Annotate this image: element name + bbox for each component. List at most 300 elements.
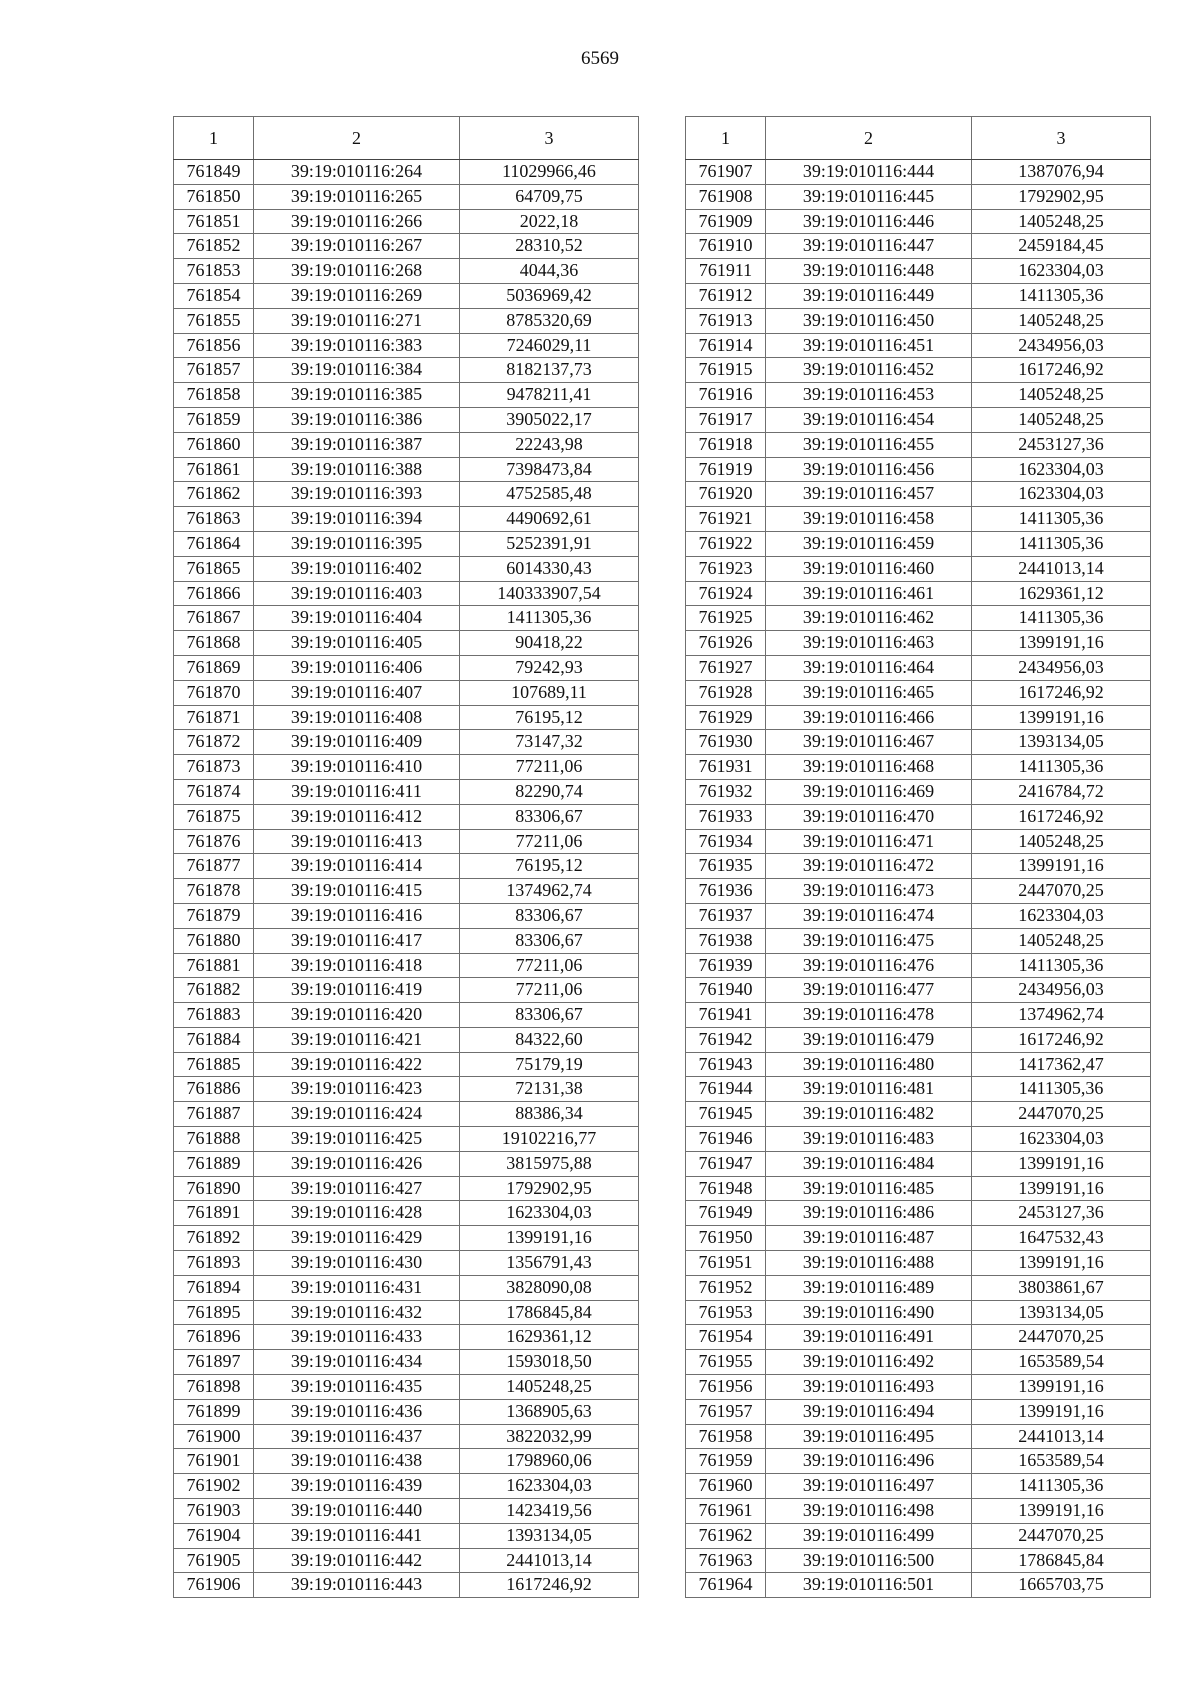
cell-value: 77211,06 bbox=[460, 755, 639, 780]
cell-value: 77211,06 bbox=[460, 829, 639, 854]
cell-number: 761912 bbox=[686, 283, 766, 308]
cell-value: 1411305,36 bbox=[972, 755, 1151, 780]
cell-number: 761945 bbox=[686, 1102, 766, 1127]
table-row bbox=[686, 184, 1151, 209]
column-header-3: 3 bbox=[972, 117, 1151, 160]
cell-value: 79242,93 bbox=[460, 655, 639, 680]
cell-value: 3905022,17 bbox=[460, 407, 639, 432]
cell-cadastral-id: 39:19:010116:430 bbox=[254, 1251, 460, 1276]
table-row bbox=[686, 730, 1151, 755]
cell-number: 761892 bbox=[174, 1226, 254, 1251]
cell-value: 1623304,03 bbox=[460, 1201, 639, 1226]
cell-number: 761927 bbox=[686, 655, 766, 680]
cell-cadastral-id: 39:19:010116:486 bbox=[766, 1201, 972, 1226]
table-row bbox=[174, 829, 639, 854]
cell-number: 761926 bbox=[686, 631, 766, 656]
cell-cadastral-id: 39:19:010116:383 bbox=[254, 333, 460, 358]
cell-number: 761936 bbox=[686, 879, 766, 904]
cell-cadastral-id: 39:19:010116:483 bbox=[766, 1127, 972, 1152]
cell-number: 761895 bbox=[174, 1300, 254, 1325]
cell-cadastral-id: 39:19:010116:414 bbox=[254, 854, 460, 879]
left-table bbox=[173, 116, 639, 1598]
cell-value: 1405248,25 bbox=[972, 928, 1151, 953]
cell-number: 761931 bbox=[686, 755, 766, 780]
cell-number: 761942 bbox=[686, 1027, 766, 1052]
cell-cadastral-id: 39:19:010116:492 bbox=[766, 1350, 972, 1375]
table-row bbox=[174, 259, 639, 284]
cell-number: 761944 bbox=[686, 1077, 766, 1102]
cell-value: 3815975,88 bbox=[460, 1151, 639, 1176]
cell-cadastral-id: 39:19:010116:451 bbox=[766, 333, 972, 358]
cell-cadastral-id: 39:19:010116:394 bbox=[254, 507, 460, 532]
cell-value: 1399191,16 bbox=[972, 705, 1151, 730]
cell-cadastral-id: 39:19:010116:472 bbox=[766, 854, 972, 879]
table-row bbox=[174, 556, 639, 581]
cell-number: 761903 bbox=[174, 1499, 254, 1524]
cell-number: 761882 bbox=[174, 978, 254, 1003]
cell-cadastral-id: 39:19:010116:494 bbox=[766, 1399, 972, 1424]
cell-value: 3803861,67 bbox=[972, 1275, 1151, 1300]
cell-value: 1405248,25 bbox=[972, 308, 1151, 333]
cell-value: 1411305,36 bbox=[972, 507, 1151, 532]
cell-value: 1629361,12 bbox=[972, 581, 1151, 606]
table-row bbox=[174, 1350, 639, 1375]
cell-value: 1786845,84 bbox=[460, 1300, 639, 1325]
cell-number: 761930 bbox=[686, 730, 766, 755]
cell-value: 1399191,16 bbox=[460, 1226, 639, 1251]
cell-cadastral-id: 39:19:010116:265 bbox=[254, 184, 460, 209]
cell-cadastral-id: 39:19:010116:403 bbox=[254, 581, 460, 606]
cell-number: 761888 bbox=[174, 1127, 254, 1152]
column-header-1: 1 bbox=[174, 117, 254, 160]
cell-number: 761962 bbox=[686, 1523, 766, 1548]
cell-cadastral-id: 39:19:010116:484 bbox=[766, 1151, 972, 1176]
table-row bbox=[686, 1300, 1151, 1325]
table-row bbox=[174, 1201, 639, 1226]
cell-value: 1356791,43 bbox=[460, 1251, 639, 1276]
cell-value: 1617246,92 bbox=[972, 358, 1151, 383]
cell-number: 761935 bbox=[686, 854, 766, 879]
cell-cadastral-id: 39:19:010116:417 bbox=[254, 928, 460, 953]
table-row bbox=[686, 1449, 1151, 1474]
table-row bbox=[174, 1275, 639, 1300]
table-row bbox=[174, 333, 639, 358]
right-table-header bbox=[686, 117, 1151, 160]
cell-cadastral-id: 39:19:010116:493 bbox=[766, 1375, 972, 1400]
cell-cadastral-id: 39:19:010116:428 bbox=[254, 1201, 460, 1226]
cell-cadastral-id: 39:19:010116:423 bbox=[254, 1077, 460, 1102]
table-row bbox=[174, 1226, 639, 1251]
cell-cadastral-id: 39:19:010116:442 bbox=[254, 1548, 460, 1573]
cell-value: 1411305,36 bbox=[972, 531, 1151, 556]
cell-cadastral-id: 39:19:010116:415 bbox=[254, 879, 460, 904]
cell-number: 761876 bbox=[174, 829, 254, 854]
cell-number: 761959 bbox=[686, 1449, 766, 1474]
column-header-3: 3 bbox=[460, 117, 639, 160]
table-row bbox=[174, 432, 639, 457]
table-row bbox=[686, 259, 1151, 284]
cell-number: 761860 bbox=[174, 432, 254, 457]
table-row bbox=[686, 631, 1151, 656]
cell-value: 83306,67 bbox=[460, 1003, 639, 1028]
cell-cadastral-id: 39:19:010116:449 bbox=[766, 283, 972, 308]
cell-value: 9478211,41 bbox=[460, 383, 639, 408]
table-row bbox=[174, 1424, 639, 1449]
cell-value: 1368905,63 bbox=[460, 1399, 639, 1424]
right-table bbox=[685, 116, 1151, 1598]
cell-value: 1399191,16 bbox=[972, 854, 1151, 879]
cell-value: 1393134,05 bbox=[460, 1523, 639, 1548]
cell-number: 761939 bbox=[686, 953, 766, 978]
cell-number: 761877 bbox=[174, 854, 254, 879]
cell-value: 1623304,03 bbox=[972, 259, 1151, 284]
cell-cadastral-id: 39:19:010116:475 bbox=[766, 928, 972, 953]
cell-number: 761863 bbox=[174, 507, 254, 532]
cell-cadastral-id: 39:19:010116:412 bbox=[254, 804, 460, 829]
cell-cadastral-id: 39:19:010116:438 bbox=[254, 1449, 460, 1474]
cell-value: 90418,22 bbox=[460, 631, 639, 656]
cell-value: 75179,19 bbox=[460, 1052, 639, 1077]
cell-cadastral-id: 39:19:010116:404 bbox=[254, 606, 460, 631]
cell-number: 761849 bbox=[174, 160, 254, 185]
table-row bbox=[174, 1176, 639, 1201]
cell-value: 1617246,92 bbox=[972, 1027, 1151, 1052]
cell-number: 761850 bbox=[174, 184, 254, 209]
cell-cadastral-id: 39:19:010116:427 bbox=[254, 1176, 460, 1201]
cell-cadastral-id: 39:19:010116:395 bbox=[254, 531, 460, 556]
cell-value: 4752585,48 bbox=[460, 482, 639, 507]
cell-value: 1653589,54 bbox=[972, 1449, 1151, 1474]
cell-cadastral-id: 39:19:010116:268 bbox=[254, 259, 460, 284]
table-row bbox=[686, 978, 1151, 1003]
table-row bbox=[686, 1201, 1151, 1226]
cell-number: 761861 bbox=[174, 457, 254, 482]
cell-number: 761910 bbox=[686, 234, 766, 259]
table-row bbox=[174, 1573, 639, 1598]
cell-number: 761855 bbox=[174, 308, 254, 333]
cell-cadastral-id: 39:19:010116:266 bbox=[254, 209, 460, 234]
table-row bbox=[686, 383, 1151, 408]
cell-number: 761908 bbox=[686, 184, 766, 209]
cell-cadastral-id: 39:19:010116:410 bbox=[254, 755, 460, 780]
cell-number: 761870 bbox=[174, 680, 254, 705]
cell-number: 761954 bbox=[686, 1325, 766, 1350]
cell-value: 2447070,25 bbox=[972, 1102, 1151, 1127]
cell-number: 761884 bbox=[174, 1027, 254, 1052]
table-row bbox=[174, 407, 639, 432]
cell-value: 140333907,54 bbox=[460, 581, 639, 606]
cell-cadastral-id: 39:19:010116:453 bbox=[766, 383, 972, 408]
page-number: 6569 bbox=[581, 48, 619, 69]
cell-value: 64709,75 bbox=[460, 184, 639, 209]
cell-number: 761864 bbox=[174, 531, 254, 556]
cell-number: 761948 bbox=[686, 1176, 766, 1201]
table-row bbox=[686, 1499, 1151, 1524]
cell-value: 5036969,42 bbox=[460, 283, 639, 308]
table-row bbox=[686, 1102, 1151, 1127]
table-row bbox=[686, 928, 1151, 953]
table-row bbox=[174, 184, 639, 209]
cell-cadastral-id: 39:19:010116:461 bbox=[766, 581, 972, 606]
cell-number: 761925 bbox=[686, 606, 766, 631]
cell-number: 761907 bbox=[686, 160, 766, 185]
cell-value: 1393134,05 bbox=[972, 1300, 1151, 1325]
table-row bbox=[174, 209, 639, 234]
cell-number: 761949 bbox=[686, 1201, 766, 1226]
cell-value: 1399191,16 bbox=[972, 631, 1151, 656]
cell-number: 761934 bbox=[686, 829, 766, 854]
cell-cadastral-id: 39:19:010116:269 bbox=[254, 283, 460, 308]
cell-number: 761869 bbox=[174, 655, 254, 680]
cell-cadastral-id: 39:19:010116:437 bbox=[254, 1424, 460, 1449]
table-row bbox=[174, 1151, 639, 1176]
cell-value: 83306,67 bbox=[460, 928, 639, 953]
table-row bbox=[686, 1027, 1151, 1052]
cell-cadastral-id: 39:19:010116:407 bbox=[254, 680, 460, 705]
table-row bbox=[686, 556, 1151, 581]
table-row bbox=[686, 953, 1151, 978]
cell-value: 1629361,12 bbox=[460, 1325, 639, 1350]
table-row bbox=[686, 581, 1151, 606]
cell-value: 83306,67 bbox=[460, 804, 639, 829]
left-table-header bbox=[174, 117, 639, 160]
cell-value: 2434956,03 bbox=[972, 655, 1151, 680]
cell-value: 2441013,14 bbox=[460, 1548, 639, 1573]
table-row bbox=[174, 581, 639, 606]
table-row bbox=[174, 1300, 639, 1325]
cell-cadastral-id: 39:19:010116:458 bbox=[766, 507, 972, 532]
cell-number: 761880 bbox=[174, 928, 254, 953]
cell-value: 1374962,74 bbox=[460, 879, 639, 904]
cell-value: 2022,18 bbox=[460, 209, 639, 234]
cell-value: 1617246,92 bbox=[972, 680, 1151, 705]
cell-value: 83306,67 bbox=[460, 903, 639, 928]
header-row bbox=[686, 117, 1151, 160]
cell-value: 2459184,45 bbox=[972, 234, 1151, 259]
cell-number: 761915 bbox=[686, 358, 766, 383]
table-row bbox=[174, 804, 639, 829]
table-row bbox=[174, 358, 639, 383]
cell-value: 4490692,61 bbox=[460, 507, 639, 532]
cell-cadastral-id: 39:19:010116:499 bbox=[766, 1523, 972, 1548]
table-row bbox=[174, 1251, 639, 1276]
cell-value: 1647532,43 bbox=[972, 1226, 1151, 1251]
cell-cadastral-id: 39:19:010116:456 bbox=[766, 457, 972, 482]
table-row bbox=[686, 1325, 1151, 1350]
cell-value: 2416784,72 bbox=[972, 779, 1151, 804]
cell-number: 761947 bbox=[686, 1151, 766, 1176]
cell-value: 22243,98 bbox=[460, 432, 639, 457]
table-row bbox=[174, 283, 639, 308]
cell-value: 1792902,95 bbox=[972, 184, 1151, 209]
cell-number: 761862 bbox=[174, 482, 254, 507]
cell-number: 761922 bbox=[686, 531, 766, 556]
table-row bbox=[686, 1077, 1151, 1102]
table-row bbox=[686, 407, 1151, 432]
cell-value: 77211,06 bbox=[460, 978, 639, 1003]
cell-cadastral-id: 39:19:010116:422 bbox=[254, 1052, 460, 1077]
table-row bbox=[174, 705, 639, 730]
table-row bbox=[174, 854, 639, 879]
cell-number: 761918 bbox=[686, 432, 766, 457]
cell-number: 761854 bbox=[174, 283, 254, 308]
cell-number: 761941 bbox=[686, 1003, 766, 1028]
header-row bbox=[174, 117, 639, 160]
cell-cadastral-id: 39:19:010116:478 bbox=[766, 1003, 972, 1028]
table-row bbox=[174, 308, 639, 333]
cell-cadastral-id: 39:19:010116:487 bbox=[766, 1226, 972, 1251]
cell-value: 2453127,36 bbox=[972, 432, 1151, 457]
cell-value: 1411305,36 bbox=[972, 1474, 1151, 1499]
table-row bbox=[686, 1350, 1151, 1375]
cell-value: 7246029,11 bbox=[460, 333, 639, 358]
cell-cadastral-id: 39:19:010116:497 bbox=[766, 1474, 972, 1499]
cell-value: 4044,36 bbox=[460, 259, 639, 284]
table-row bbox=[686, 903, 1151, 928]
cell-number: 761893 bbox=[174, 1251, 254, 1276]
cell-value: 1617246,92 bbox=[460, 1573, 639, 1598]
table-row bbox=[686, 507, 1151, 532]
cell-cadastral-id: 39:19:010116:416 bbox=[254, 903, 460, 928]
cell-cadastral-id: 39:19:010116:439 bbox=[254, 1474, 460, 1499]
table-row bbox=[686, 680, 1151, 705]
cell-cadastral-id: 39:19:010116:435 bbox=[254, 1375, 460, 1400]
cell-number: 761929 bbox=[686, 705, 766, 730]
cell-value: 107689,11 bbox=[460, 680, 639, 705]
cell-number: 761964 bbox=[686, 1573, 766, 1598]
cell-number: 761951 bbox=[686, 1251, 766, 1276]
cell-number: 761923 bbox=[686, 556, 766, 581]
cell-cadastral-id: 39:19:010116:424 bbox=[254, 1102, 460, 1127]
cell-number: 761917 bbox=[686, 407, 766, 432]
cell-value: 1405248,25 bbox=[972, 383, 1151, 408]
table-row bbox=[686, 1127, 1151, 1152]
table-row bbox=[174, 680, 639, 705]
cell-value: 1374962,74 bbox=[972, 1003, 1151, 1028]
table-row bbox=[686, 755, 1151, 780]
table-row bbox=[686, 705, 1151, 730]
cell-number: 761887 bbox=[174, 1102, 254, 1127]
table-row bbox=[174, 755, 639, 780]
table-row bbox=[686, 531, 1151, 556]
cell-value: 5252391,91 bbox=[460, 531, 639, 556]
cell-cadastral-id: 39:19:010116:264 bbox=[254, 160, 460, 185]
cell-number: 761894 bbox=[174, 1275, 254, 1300]
table-row bbox=[686, 1474, 1151, 1499]
cell-cadastral-id: 39:19:010116:460 bbox=[766, 556, 972, 581]
cell-value: 2441013,14 bbox=[972, 556, 1151, 581]
cell-value: 1405248,25 bbox=[972, 829, 1151, 854]
cell-cadastral-id: 39:19:010116:459 bbox=[766, 531, 972, 556]
cell-cadastral-id: 39:19:010116:429 bbox=[254, 1226, 460, 1251]
cell-value: 2441013,14 bbox=[972, 1424, 1151, 1449]
cell-value: 1405248,25 bbox=[972, 407, 1151, 432]
cell-cadastral-id: 39:19:010116:440 bbox=[254, 1499, 460, 1524]
cell-value: 82290,74 bbox=[460, 779, 639, 804]
cell-cadastral-id: 39:19:010116:489 bbox=[766, 1275, 972, 1300]
cell-cadastral-id: 39:19:010116:464 bbox=[766, 655, 972, 680]
table-row bbox=[174, 1102, 639, 1127]
cell-value: 1399191,16 bbox=[972, 1375, 1151, 1400]
cell-number: 761883 bbox=[174, 1003, 254, 1028]
cell-number: 761943 bbox=[686, 1052, 766, 1077]
cell-cadastral-id: 39:19:010116:433 bbox=[254, 1325, 460, 1350]
cell-value: 73147,32 bbox=[460, 730, 639, 755]
cell-cadastral-id: 39:19:010116:454 bbox=[766, 407, 972, 432]
table-row bbox=[686, 333, 1151, 358]
cell-number: 761867 bbox=[174, 606, 254, 631]
cell-value: 2447070,25 bbox=[972, 879, 1151, 904]
cell-cadastral-id: 39:19:010116:271 bbox=[254, 308, 460, 333]
cell-cadastral-id: 39:19:010116:469 bbox=[766, 779, 972, 804]
cell-cadastral-id: 39:19:010116:387 bbox=[254, 432, 460, 457]
cell-number: 761952 bbox=[686, 1275, 766, 1300]
cell-value: 1786845,84 bbox=[972, 1548, 1151, 1573]
table-row bbox=[686, 829, 1151, 854]
table-row bbox=[174, 1449, 639, 1474]
cell-cadastral-id: 39:19:010116:421 bbox=[254, 1027, 460, 1052]
column-header-1: 1 bbox=[686, 117, 766, 160]
cell-cadastral-id: 39:19:010116:450 bbox=[766, 308, 972, 333]
cell-cadastral-id: 39:19:010116:420 bbox=[254, 1003, 460, 1028]
table-row bbox=[686, 1399, 1151, 1424]
table-row bbox=[686, 1226, 1151, 1251]
cell-cadastral-id: 39:19:010116:418 bbox=[254, 953, 460, 978]
cell-number: 761874 bbox=[174, 779, 254, 804]
table-row bbox=[174, 953, 639, 978]
cell-cadastral-id: 39:19:010116:501 bbox=[766, 1573, 972, 1598]
table-row bbox=[686, 1176, 1151, 1201]
cell-value: 1411305,36 bbox=[972, 953, 1151, 978]
table-row bbox=[686, 655, 1151, 680]
cell-value: 1405248,25 bbox=[972, 209, 1151, 234]
cell-cadastral-id: 39:19:010116:466 bbox=[766, 705, 972, 730]
cell-value: 1399191,16 bbox=[972, 1151, 1151, 1176]
cell-number: 761866 bbox=[174, 581, 254, 606]
right-table-body bbox=[686, 160, 1151, 1598]
cell-number: 761919 bbox=[686, 457, 766, 482]
cell-number: 761911 bbox=[686, 259, 766, 284]
cell-number: 761920 bbox=[686, 482, 766, 507]
cell-cadastral-id: 39:19:010116:471 bbox=[766, 829, 972, 854]
cell-number: 761891 bbox=[174, 1201, 254, 1226]
cell-number: 761904 bbox=[174, 1523, 254, 1548]
cell-number: 761913 bbox=[686, 308, 766, 333]
table-row bbox=[174, 655, 639, 680]
left-table-body bbox=[174, 160, 639, 1598]
cell-number: 761889 bbox=[174, 1151, 254, 1176]
cell-number: 761899 bbox=[174, 1399, 254, 1424]
cell-number: 761957 bbox=[686, 1399, 766, 1424]
cell-number: 761932 bbox=[686, 779, 766, 804]
table-row bbox=[174, 730, 639, 755]
cell-number: 761859 bbox=[174, 407, 254, 432]
cell-number: 761871 bbox=[174, 705, 254, 730]
cell-cadastral-id: 39:19:010116:457 bbox=[766, 482, 972, 507]
cell-number: 761906 bbox=[174, 1573, 254, 1598]
cell-cadastral-id: 39:19:010116:402 bbox=[254, 556, 460, 581]
cell-value: 88386,34 bbox=[460, 1102, 639, 1127]
cell-value: 2434956,03 bbox=[972, 333, 1151, 358]
cell-value: 8182137,73 bbox=[460, 358, 639, 383]
cell-value: 2453127,36 bbox=[972, 1201, 1151, 1226]
cell-cadastral-id: 39:19:010116:488 bbox=[766, 1251, 972, 1276]
table-row bbox=[686, 879, 1151, 904]
table-row bbox=[686, 209, 1151, 234]
cell-cadastral-id: 39:19:010116:388 bbox=[254, 457, 460, 482]
table-row bbox=[174, 1077, 639, 1102]
cell-cadastral-id: 39:19:010116:448 bbox=[766, 259, 972, 284]
